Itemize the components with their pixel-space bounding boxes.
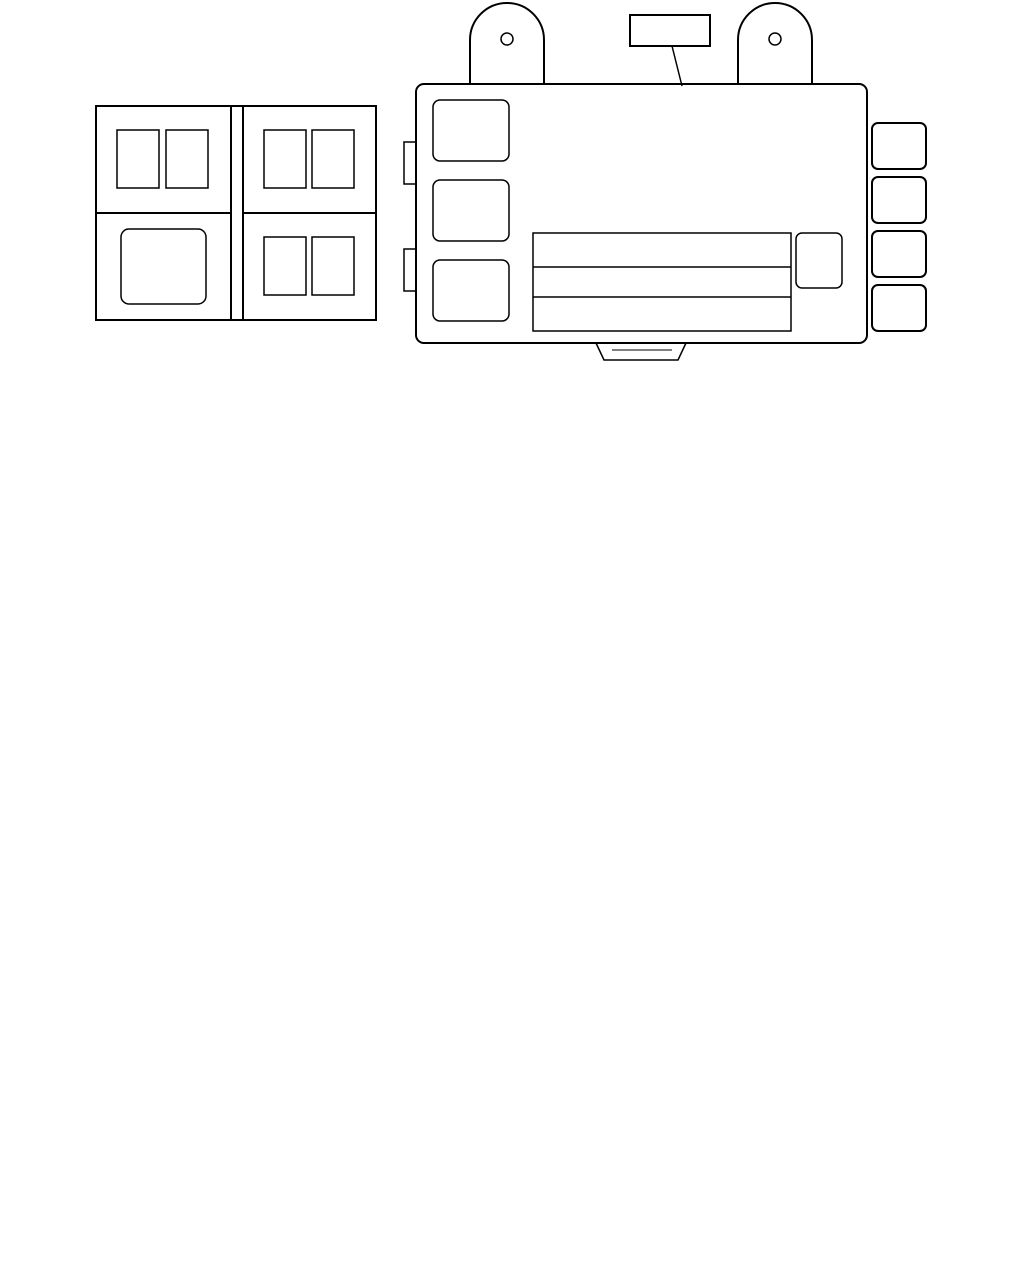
fuse-box-diagram [0, 0, 1024, 400]
main-relay-box [404, 3, 867, 360]
right-relay-column [872, 123, 926, 331]
callout [630, 15, 710, 86]
relay-table [0, 400, 1024, 1040]
left-relay-block [96, 106, 376, 320]
diagram-svg [0, 0, 1024, 400]
relay-table-svg [0, 400, 1024, 1040]
